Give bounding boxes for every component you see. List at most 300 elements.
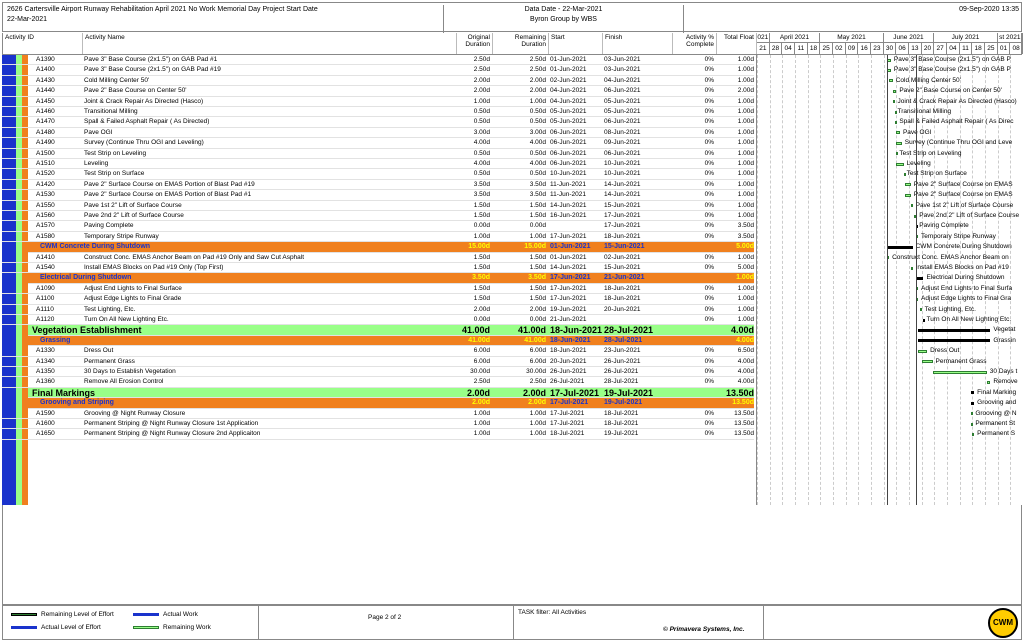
table-row[interactable] <box>2 76 754 86</box>
cell-name: CWM Concrete During Shutdown <box>40 243 151 251</box>
cell-id: A1480 <box>36 128 55 136</box>
cell-od: 1.50d <box>473 295 490 303</box>
gantt-bar-label: Pave 2nd 2" Lift of Surface Course <box>919 212 1020 219</box>
gantt-bar-label: Test Strip on Leveling <box>899 149 962 157</box>
gantt-activity-bar[interactable] <box>895 111 897 114</box>
cell-od: 1.00d <box>473 430 490 438</box>
cell-tf: 4.00d <box>736 336 754 344</box>
gantt-bar-label: Adjust End Lights to Final Surfa <box>921 284 1013 292</box>
cell-rd: 41.00d <box>517 325 546 336</box>
cell-s: 11-Jun-2021 <box>550 180 587 188</box>
cell-s: 02-Jun-2021 <box>550 76 587 84</box>
cell-od: 3.50d <box>473 180 490 188</box>
gantt-bar-label: Pave 2" Surface Course on EMAS <box>913 180 1013 188</box>
cell-tf: 4.00d <box>730 325 754 336</box>
cell-f: 26-Jul-2021 <box>604 368 639 375</box>
legend-remaining-loe: Remaining Level of Effort <box>11 611 114 619</box>
col-total-float[interactable]: Total Float <box>717 33 757 54</box>
cell-f: 04-Jun-2021 <box>604 76 641 84</box>
cell-s: 06-Jun-2021 <box>550 149 587 157</box>
gantt-activity-bar[interactable] <box>889 79 893 82</box>
cell-rd: 2.00d <box>529 76 546 84</box>
gantt-gridline <box>782 55 783 505</box>
gantt-bar-label: Final Marking <box>977 388 1017 396</box>
wbs-row[interactable] <box>28 398 754 408</box>
cell-od: 3.00d <box>473 128 490 136</box>
cell-rd: 30.00d <box>526 368 546 375</box>
cell-rd: 1.50d <box>529 284 546 292</box>
cell-rd: 1.50d <box>529 295 546 303</box>
timescale-week: 18 <box>808 43 821 54</box>
timescale-week: 23 <box>871 43 884 54</box>
cell-f: 10-Jun-2021 <box>604 160 641 167</box>
table-row[interactable] <box>2 232 754 242</box>
cell-od: 15.00d <box>468 243 490 251</box>
cell-id: A1440 <box>36 87 55 95</box>
cell-rd: 2.50d <box>529 56 546 63</box>
gantt-activity-bar[interactable] <box>905 194 910 197</box>
table-row[interactable] <box>2 357 754 367</box>
table-row[interactable] <box>2 55 754 65</box>
cell-od: 2.00d <box>466 387 490 398</box>
gantt-summary-bar[interactable] <box>887 246 912 249</box>
table-row[interactable] <box>2 180 754 190</box>
gantt-gridline <box>757 55 758 505</box>
gantt-activity-bar[interactable] <box>987 381 991 384</box>
cell-p: 0% <box>704 66 714 74</box>
cell-p: 0% <box>704 264 714 271</box>
cell-s: 26-Jul-2021 <box>550 378 585 386</box>
legend-actual-loe: Actual Level of Effort <box>11 624 101 632</box>
gantt-bar-label: Grassin <box>993 336 1016 344</box>
gantt-activity-bar[interactable] <box>971 412 973 415</box>
timescale-month: May 2021 <box>820 33 883 43</box>
table-row[interactable] <box>2 117 754 127</box>
cell-rd: 2.00d <box>529 305 546 313</box>
cell-rd: 1.50d <box>529 253 546 261</box>
gantt-activity-bar[interactable] <box>896 131 900 134</box>
table-row[interactable] <box>2 294 754 304</box>
timescale-week: 11 <box>960 43 973 54</box>
table-row[interactable] <box>2 346 754 356</box>
cell-name: Dress Out <box>84 347 114 355</box>
timescale-week: 28 <box>770 43 783 54</box>
wbs-row[interactable] <box>28 273 754 283</box>
timescale-week: 11 <box>795 43 808 54</box>
cell-od: 0.00d <box>473 316 490 323</box>
timescale-week: 01 <box>998 43 1011 54</box>
cell-s: 18-Jun-2021 <box>550 336 591 344</box>
gantt-activity-bar[interactable] <box>896 152 898 155</box>
cell-tf: 1.00d <box>737 56 754 63</box>
cell-f: 05-Jun-2021 <box>604 97 641 105</box>
table-row[interactable] <box>2 263 754 273</box>
cell-f: 28-Jul-2021 <box>604 378 639 386</box>
footer-divider <box>763 606 764 639</box>
cell-name: Pave 2" Surface Course on EMAS Portion of Blast Pad #1 <box>84 191 252 199</box>
cell-tf: 1.00d <box>737 253 754 261</box>
cell-od: 1.50d <box>473 253 490 261</box>
cell-tf: 1.00d <box>737 180 754 188</box>
wbs-row[interactable] <box>28 388 754 398</box>
wbs-row[interactable] <box>28 325 754 335</box>
cell-name: Temporary Stripe Runway <box>84 232 159 240</box>
cell-id: A1600 <box>36 420 55 427</box>
report-header <box>2 2 1022 32</box>
cell-id: A1550 <box>36 201 55 209</box>
cell-od: 1.50d <box>473 264 490 271</box>
table-row[interactable] <box>2 315 754 325</box>
gantt-bar-label: Test Strip on Surface <box>906 170 967 178</box>
cell-s: 14-Jun-2021 <box>550 201 587 209</box>
cell-tf: 1.00d <box>737 170 754 178</box>
cell-p: 0% <box>704 108 714 115</box>
cell-id: A1520 <box>36 170 55 178</box>
cell-p: 0% <box>704 368 714 375</box>
cell-p: 0% <box>704 378 714 386</box>
cell-s: 18-Jun-2021 <box>550 325 602 336</box>
cell-p: 0% <box>704 420 714 427</box>
cell-p: 0% <box>704 284 714 292</box>
col-original-duration[interactable]: Original Duration <box>457 33 493 54</box>
data-date: Data Date - 22-Mar-2021 <box>524 6 603 13</box>
gantt-gridline <box>770 55 771 505</box>
cell-s: 26-Jun-2021 <box>550 368 587 375</box>
cell-f: 26-Jun-2021 <box>604 357 641 365</box>
project-info <box>7 5 447 25</box>
cell-name: Pave OGI <box>84 128 113 136</box>
gantt-bar-label: Grooving and <box>977 399 1017 407</box>
table-row[interactable] <box>2 65 754 75</box>
table-row[interactable] <box>2 107 754 117</box>
cell-od: 0.50d <box>473 108 490 115</box>
cell-name: Grooving @ Night Runway Closure <box>84 409 186 417</box>
cell-id: A1360 <box>36 378 55 386</box>
table-row[interactable] <box>2 169 754 179</box>
cell-name: Electrical During Shutdown <box>40 274 132 282</box>
cell-f: 18-Jul-2021 <box>604 409 639 417</box>
cell-tf: 4.00d <box>737 357 754 365</box>
cell-tf: 1.00d <box>737 66 754 74</box>
cell-rd: 2.00d <box>522 387 546 398</box>
gantt-bar-label: Grooving @ N <box>975 409 1017 417</box>
cell-s: 17-Jul-2021 <box>550 387 600 398</box>
gantt-bar-label: Temporary Stripe Runway <box>921 232 996 240</box>
cell-rd: 0.00d <box>529 316 546 323</box>
table-row[interactable] <box>2 86 754 96</box>
gantt-bar-label: Pave 3" Base Course (2x1.5") on GAB P <box>893 66 1011 74</box>
print-date: 09-Sep-2020 13:35 <box>683 5 1023 33</box>
cell-rd: 6.00d <box>529 347 546 355</box>
cell-s: 06-Jun-2021 <box>550 139 587 147</box>
table-row[interactable] <box>2 284 754 294</box>
cell-rd: 2.50d <box>529 66 546 74</box>
table-row[interactable] <box>2 409 754 419</box>
cell-name: Leveling <box>84 160 109 167</box>
cell-name: Adjust End Lights to Final Surface <box>84 284 182 292</box>
cell-p: 0% <box>704 222 714 230</box>
gantt-relationship-line <box>887 55 888 505</box>
cell-f: 15-Jun-2021 <box>604 264 641 271</box>
col-activity-id[interactable]: Activity ID <box>3 33 83 54</box>
table-row[interactable] <box>2 429 754 439</box>
gantt-activity-bar[interactable] <box>933 371 987 374</box>
cell-p: 0% <box>704 128 714 136</box>
cell-od: 1.00d <box>473 420 490 427</box>
gantt-gridline <box>871 55 872 505</box>
gantt-bar-label: Pave OGI <box>902 128 932 136</box>
gantt-activity-bar[interactable] <box>920 308 922 311</box>
timescale-week: 27 <box>934 43 947 54</box>
gantt-summary-bar[interactable] <box>971 391 975 394</box>
cell-f: 19-Jul-2021 <box>604 430 639 438</box>
gantt-bar-label: Install EMAS Blocks on Pad #19 <box>915 264 1009 271</box>
table-row[interactable] <box>2 128 754 138</box>
gantt-activity-bar[interactable] <box>896 163 903 166</box>
gantt-activity-bar[interactable] <box>911 204 913 207</box>
cell-p: 0% <box>704 357 714 365</box>
table-row[interactable] <box>2 138 754 148</box>
cell-id: A1340 <box>36 357 55 365</box>
cell-f: 23-Jun-2021 <box>604 347 641 355</box>
copyright: © Primavera Systems, Inc. <box>663 626 745 633</box>
cell-rd: 41.00d <box>524 336 546 344</box>
cell-name: Grooving and Striping <box>40 399 114 407</box>
gantt-bar-label: Spall & Failed Asphalt Repair ( As Direc <box>899 118 1014 126</box>
cell-name: Permanent Grass <box>84 357 135 365</box>
gantt-summary-bar[interactable] <box>971 402 975 405</box>
cell-id: A1450 <box>36 97 55 105</box>
cell-s: 01-Jun-2021 <box>550 56 587 63</box>
cell-od: 41.00d <box>468 336 490 344</box>
cell-f: 06-Jun-2021 <box>604 87 641 95</box>
cell-f: 20-Jun-2021 <box>604 305 641 313</box>
gantt-gridline <box>795 55 796 505</box>
cell-rd: 1.00d <box>529 232 546 240</box>
cell-od: 0.50d <box>473 170 490 178</box>
timescale-week: 30 <box>884 43 897 54</box>
cell-f: 17-Jun-2021 <box>604 212 641 219</box>
cell-id: A1420 <box>36 180 55 188</box>
cell-p: 0% <box>704 56 714 63</box>
cell-rd: 1.00d <box>529 97 546 105</box>
cell-id: A1460 <box>36 108 55 115</box>
cell-od: 1.50d <box>473 212 490 219</box>
page-number: Page 2 of 2 <box>368 614 402 621</box>
table-row[interactable] <box>2 305 754 315</box>
gantt-activity-bar[interactable] <box>895 121 897 124</box>
gantt-bar-label: Permanent Grass <box>935 357 987 365</box>
cell-name: Transitional Milling <box>84 108 138 115</box>
timescale-week: 04 <box>947 43 960 54</box>
gantt-activity-bar[interactable] <box>923 319 925 322</box>
gantt-bar-label: 30 Days t <box>989 368 1018 375</box>
cell-s: 17-Jul-2021 <box>550 420 585 427</box>
gantt-summary-bar[interactable] <box>918 329 990 332</box>
cell-od: 2.00d <box>473 87 490 95</box>
cell-tf: 3.50d <box>737 232 754 240</box>
table-row[interactable] <box>2 367 754 377</box>
wbs-row[interactable] <box>28 336 754 346</box>
gantt-gridline <box>846 55 847 505</box>
table-row[interactable] <box>2 221 754 231</box>
gantt-activity-bar[interactable] <box>904 173 906 176</box>
gantt-summary-bar[interactable] <box>916 277 923 280</box>
remaining-loe-swatch-icon <box>11 613 37 616</box>
cell-od: 3.50d <box>472 274 490 282</box>
table-row[interactable] <box>2 253 754 263</box>
cell-s: 14-Jun-2021 <box>550 264 587 271</box>
col-start[interactable]: Start <box>549 33 603 54</box>
cell-p: 0% <box>704 253 714 261</box>
cell-od: 41.00d <box>461 325 490 336</box>
cell-s: 21-Jun-2021 <box>550 316 587 323</box>
cell-s: 05-Jun-2021 <box>550 118 587 126</box>
gantt-summary-bar[interactable] <box>918 339 990 342</box>
cell-tf: 4.00d <box>737 368 754 375</box>
cell-s: 16-Jun-2021 <box>550 212 587 219</box>
timescale-week: 04 <box>782 43 795 54</box>
cell-f: 28-Jul-2021 <box>604 325 654 336</box>
cell-id: A1590 <box>36 409 55 417</box>
cell-s: 11-Jun-2021 <box>550 191 587 199</box>
cell-p: 0% <box>704 201 714 209</box>
table-row[interactable] <box>2 190 754 200</box>
cell-f: 03-Jun-2021 <box>604 66 641 74</box>
cell-id: A1430 <box>36 76 55 84</box>
gantt-activity-bar[interactable] <box>893 100 895 103</box>
cell-od: 30.00d <box>470 368 490 375</box>
gantt-gridline <box>833 55 834 505</box>
gantt-bar-label: Survey (Continue Thru OGI and Leve <box>904 139 1013 147</box>
cell-f: 05-Jun-2021 <box>604 108 641 115</box>
cell-id: A1510 <box>36 160 55 167</box>
cell-name: Turn On All New Lighting Etc. <box>84 316 169 323</box>
cell-name: Pave 3" Base Course (2x1.5") on GAB Pad #1 <box>84 56 218 63</box>
cell-tf: 13.50d <box>732 399 754 407</box>
gantt-activity-bar[interactable] <box>911 267 913 270</box>
cell-f: 17-Jun-2021 <box>604 222 641 230</box>
cell-s: 18-Jun-2021 <box>550 347 587 355</box>
cell-p: 0% <box>704 347 714 355</box>
cell-p: 0% <box>704 316 714 323</box>
cell-rd: 1.00d <box>529 409 546 417</box>
cell-id: A1570 <box>36 222 55 230</box>
gantt-activity-bar[interactable] <box>918 350 927 353</box>
cell-p: 0% <box>704 295 714 303</box>
cell-tf: 13.50d <box>734 420 754 427</box>
cell-s: 17-Jul-2021 <box>550 399 589 407</box>
timescale-month: July 2021 <box>934 33 997 43</box>
cell-f: 08-Jun-2021 <box>604 128 641 136</box>
cell-p: 0% <box>704 232 714 240</box>
col-pct-complete[interactable]: Activity % Complete <box>673 33 717 54</box>
cell-id: A1090 <box>36 284 55 292</box>
cell-rd: 2.00d <box>528 399 546 407</box>
col-remaining-duration[interactable]: Remaining Duration <box>493 33 549 54</box>
cell-id: A1490 <box>36 139 55 147</box>
cell-od: 1.00d <box>473 409 490 417</box>
gantt-gridline <box>858 55 859 505</box>
table-row[interactable] <box>2 201 754 211</box>
cell-s: 01-Jun-2021 <box>550 253 587 261</box>
cell-od: 2.50d <box>473 56 490 63</box>
table-row[interactable] <box>2 419 754 429</box>
gantt-bar-label: Pave 2" Base Course on Center 50' <box>899 87 1002 95</box>
gantt-activity-bar[interactable] <box>905 183 910 186</box>
table-row[interactable] <box>2 159 754 169</box>
cell-rd: 3.50d <box>529 180 546 188</box>
gantt-activity-bar[interactable] <box>896 142 901 145</box>
table-row[interactable] <box>2 377 754 387</box>
cell-tf: 3.50d <box>737 222 754 230</box>
table-row[interactable] <box>2 97 754 107</box>
gantt-bar-label: Dress Out <box>930 347 960 355</box>
gantt-bar-label: Pave 2" Surface Course on EMAS <box>913 191 1013 199</box>
table-row[interactable] <box>2 149 754 159</box>
cell-p: 0% <box>704 430 714 438</box>
cell-f: 14-Jun-2021 <box>604 191 641 199</box>
cell-f: 14-Jun-2021 <box>604 180 641 188</box>
cell-rd: 2.50d <box>529 378 546 386</box>
gantt-activity-bar[interactable] <box>922 360 933 363</box>
timescale-month: June 2021 <box>884 33 935 43</box>
cell-rd: 1.50d <box>529 264 546 271</box>
cell-s: 17-Jun-2021 <box>550 295 587 303</box>
cell-f: 28-Jul-2021 <box>604 336 643 344</box>
cell-s: 04-Jun-2021 <box>550 87 587 95</box>
cell-rd: 6.00d <box>529 357 546 365</box>
col-finish[interactable]: Finish <box>603 33 673 54</box>
cell-s: 17-Jun-2021 <box>550 274 591 282</box>
cell-od: 1.50d <box>473 201 490 209</box>
gantt-bar-label: Joint & Crack Repair As Directed (Hasco) <box>897 97 1017 105</box>
cell-tf: 1.00d <box>736 274 754 282</box>
cell-od: 2.00d <box>473 305 490 313</box>
cell-name: Spall & Failed Asphalt Repair ( As Directed) <box>84 118 210 126</box>
timescale-week: 06 <box>896 43 909 54</box>
cell-od: 2.00d <box>473 76 490 84</box>
cell-od: 4.00d <box>473 160 490 167</box>
col-activity-name[interactable]: Activity Name <box>83 33 457 54</box>
cell-name: Permanent Striping @ Night Runway Closure 1st Application <box>84 420 259 427</box>
cell-name: Test Lighting, Etc. <box>84 305 136 313</box>
cell-p: 0% <box>704 76 714 84</box>
cell-name: Grassing <box>40 336 71 344</box>
report-footer <box>2 605 1022 640</box>
cell-od: 0.50d <box>473 118 490 126</box>
wbs-row[interactable] <box>28 242 754 252</box>
cell-rd: 1.00d <box>529 430 546 438</box>
legend-remaining-work: Remaining Work <box>133 624 211 632</box>
cell-f: 10-Jun-2021 <box>604 170 641 178</box>
gantt-bar-label: Transitional Milling <box>897 108 952 115</box>
gantt-bar-label: Permanent St <box>975 420 1016 427</box>
cell-rd: 0.50d <box>529 108 546 115</box>
gantt-activity-bar[interactable] <box>972 433 974 436</box>
cell-name: Pave 3" Base Course (2x1.5") on GAB Pad #19 <box>84 66 221 74</box>
cell-name: 30 Days to Establish Vegetation <box>84 368 176 375</box>
table-row[interactable] <box>2 211 754 221</box>
cell-od: 3.50d <box>473 191 490 199</box>
cell-tf: 4.00d <box>737 378 754 386</box>
cell-p: 0% <box>704 305 714 313</box>
cell-id: A1100 <box>36 295 55 303</box>
cell-rd: 3.50d <box>529 191 546 199</box>
gantt-activity-bar[interactable] <box>971 423 973 426</box>
gantt-activity-bar[interactable] <box>893 90 897 93</box>
cell-id: A1120 <box>36 316 55 323</box>
